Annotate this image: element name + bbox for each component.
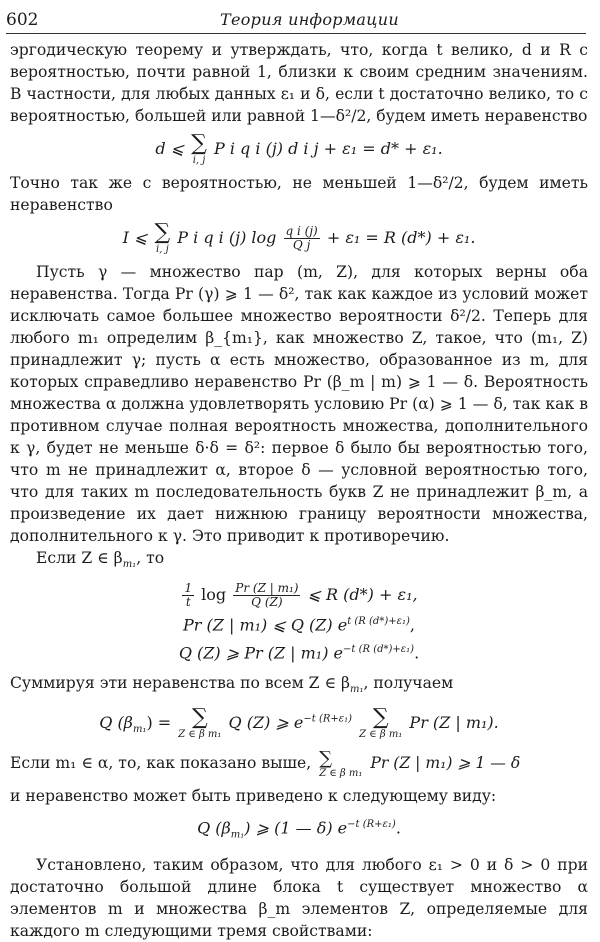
fraction: $\frac{\text{q i (j)}}{\text{Q j}}$ — [285, 224, 318, 252]
sum-operator: ∑ Z ∈ β m₁ — [178, 704, 222, 740]
sum-operator: ∑ i, j — [191, 131, 207, 166]
equation-log-bound: $\frac{1}{t}$ log $\frac{\text{Pr (Z | m₁)}}{Q (Z)}$ ⩽ R (d*) + ε₁, — [184, 581, 418, 610]
paragraph-if-z: Если Z ∈ $\beta_{m_1}$, то — [36, 549, 165, 571]
page-body — [10, 39, 588, 942]
equation-group-bounds — [10, 582, 588, 666]
header-rule — [6, 33, 586, 34]
paragraph-reduced-form: и неравенство может быть приведено к следующему виду: — [10, 787, 497, 806]
paragraph-ergodic: эргодическую теорему и утверждать, что, когда t велико, d и R с вероятностью, почти равной 1, близки к своим средним значениям. В частности, для любых данных ε₁ и δ, если t достаточно велико, то с вероятностью, большей или равной 1—δ²/2, будем иметь неравенство — [10, 41, 588, 125]
sum-operator: ∑ i, j — [154, 220, 171, 255]
page-header — [0, 6, 600, 34]
running-title: Теория информации — [220, 10, 399, 29]
equation-pr-upper: Pr (Z | m₁) ⩽ Q (Z) $e^{t (R (d*)+\varepsilon_1)}$, — [183, 615, 415, 635]
equation-q-beta-bound: Q $(\beta_{m_1})$ ⩾ (1 — δ) $e^{-t (R+\varepsilon_1)}$. — [197, 818, 401, 841]
equation-information: I ⩽ ∑ i, j P i q i (j) log $\frac{\text{q i (j)}}{\text{Q j}}$ + ε₁ = R (d*) + ε₁. — [122, 220, 476, 255]
equation-q-lower: Q (Z) ⩾ Pr (Z | m₁) $e^{-t (R (d*)+\varepsilon_1)}$. — [178, 643, 420, 663]
sum-operator: ∑ Z ∈ β m₁ — [319, 748, 363, 780]
page-number: 602 — [6, 10, 39, 30]
paragraph-established: Установлено, таким образом, что для любого ε₁ > 0 и δ > 0 при достаточно большой длине блока t существует множество α элементов m и множества β_m элементов Z, определяемые для каждого m следующими тремя свойствами: — [10, 855, 588, 940]
sum-operator: ∑ Z ∈ β m₁ — [359, 704, 403, 740]
equation-distortion: d ⩽ ∑ i, j P i q i (j) d i j + ε₁ = d* + ε₁. — [155, 131, 443, 166]
paragraph-similarly: Точно так же с вероятностью, не меньшей 1—δ²/2, будем иметь неравенство — [10, 174, 588, 214]
fraction: $\frac{1}{t}$ — [184, 581, 193, 610]
paragraph-if-m-alpha: Если m₁ ∈ α, то, как показано выше, ∑ Z ∈ β m₁ Pr (Z | m₁) ⩾ 1 — δ — [10, 748, 521, 780]
paragraph-summing: Суммируя эти неравенства по всем Z ∈ $\beta_{m_1}$, получаем — [10, 673, 454, 695]
fraction: $\frac{\text{Pr (Z | m₁)}}{Q (Z)}$ — [235, 581, 299, 610]
paragraph-gamma-set: Пусть γ — множество пар (m, Z), для которых верны оба неравенства. Тогда Pr (γ) ⩾ 1 — δ², так как каждое из условий может исключать самое большее множество вероятности δ²/2. Теперь для любого m₁ определим β_{m₁}, как множество Z, такое, что (m₁, Z) принадлежит γ; пусть α есть множество, образованное из m, для которых справедливо неравенство Pr (β_m | m) ⩾ 1 — δ. Вероятность множества α должна удовлетворять условию Pr (α) ⩾ 1 — δ, так как в противном случае полная вероятность множества, дополнительного к γ, будет не меньше δ·δ = δ²: первое δ было бы вероятностью того, что m не принадлежит α, второе δ — условной вероятностью того, что для таких m последовательность букв Z не принадлежит β_m, а произведение их дает нижнюю границу вероятности множества, дополнительного к γ. Это приводит к противоречию. — [10, 263, 588, 545]
equation-q-beta-sum: Q $(\beta_{m_1})$ = ∑ Z ∈ β m₁ Q (Z) ⩾ $e^{-t (R+\varepsilon_1)}$ ∑ Z ∈ β m₁ Pr (Z | m₁). — [99, 704, 499, 740]
